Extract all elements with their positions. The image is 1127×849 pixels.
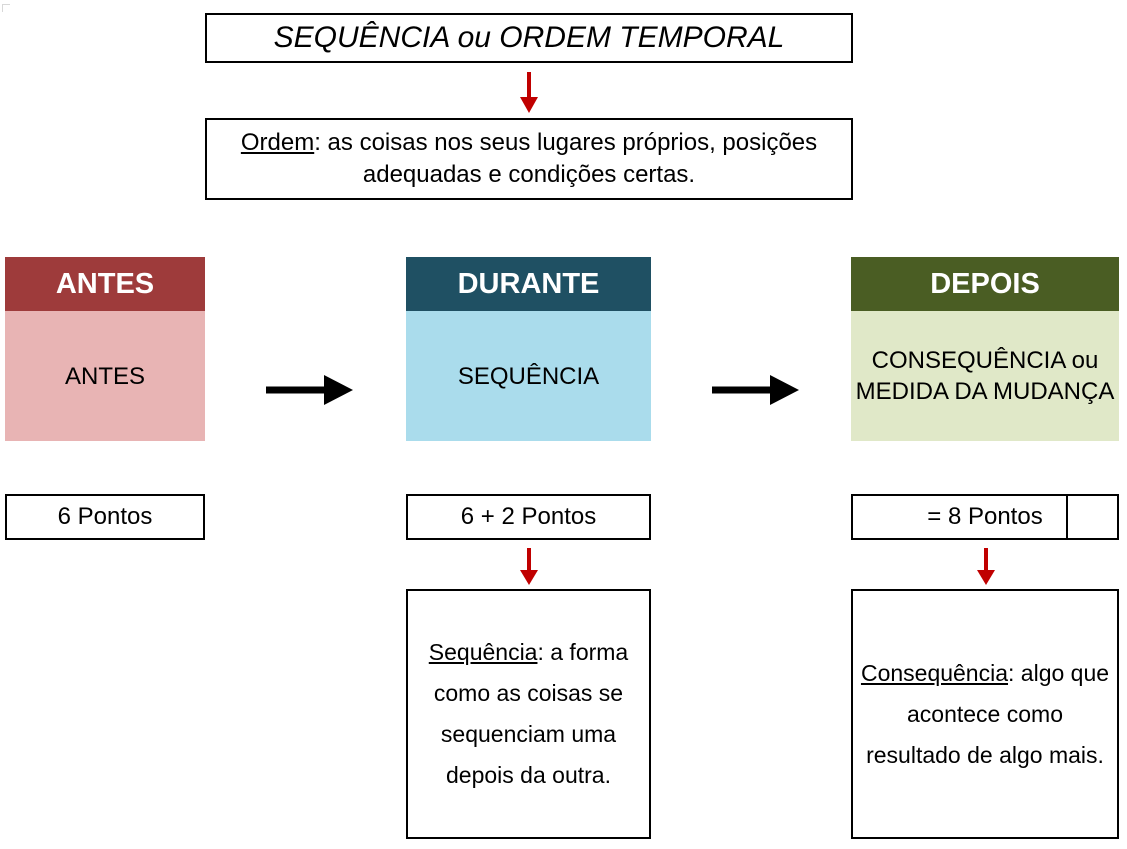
definition-text-sequencia: : a forma como as coisas se sequenciam uma depois da outra. — [433, 639, 629, 788]
points-label-durante: 6 + 2 Pontos — [460, 503, 597, 530]
stage-body-durante — [406, 311, 651, 441]
corner-tick-mark — [2, 4, 10, 12]
stage-body-antes — [5, 311, 205, 441]
stage-body-depois — [851, 311, 1119, 441]
ordem-text: : as coisas nos seus lugares próprios, posições adequadas e condições certas. — [314, 129, 818, 188]
stage-header-label-antes: ANTES — [55, 267, 155, 300]
points-box-durante — [406, 494, 651, 540]
down-arrow-icon-sequencia — [516, 548, 542, 586]
definition-text-consequencia: : algo que acontece como resultado de algo mais. — [866, 659, 1110, 768]
right-arrow-icon-2 — [712, 368, 800, 412]
definition-box-consequencia — [851, 589, 1119, 839]
ordem-term: Ordem — [240, 129, 315, 156]
definition-term-sequencia: Sequência — [428, 639, 538, 665]
stage-header-antes — [5, 257, 205, 311]
title-box — [205, 13, 853, 63]
points-box-depois-extra-cell — [1066, 494, 1119, 540]
points-label-depois: = 8 Pontos — [927, 503, 1043, 530]
stage-header-label-depois: DEPOIS — [930, 267, 1040, 300]
definition-term-consequencia: Consequência — [860, 659, 1009, 686]
ordem-definition-box — [205, 118, 853, 200]
down-arrow-icon-consequencia — [973, 548, 999, 586]
page-title: SEQUÊNCIA ou ORDEM TEMPORAL — [273, 21, 785, 54]
stage-body-label-antes: ANTES — [64, 362, 145, 390]
stage-header-label-durante: DURANTE — [457, 267, 600, 300]
points-label-antes: 6 Pontos — [57, 503, 153, 530]
stage-body-label-durante: SEQUÊNCIA — [457, 362, 600, 390]
down-arrow-icon-title — [516, 72, 542, 114]
stage-body-label-depois: CONSEQUÊNCIA ou MEDIDA DA MUDANÇA — [855, 347, 1115, 405]
right-arrow-icon-1 — [266, 368, 354, 412]
stage-header-depois — [851, 257, 1119, 311]
definition-box-sequencia — [406, 589, 651, 839]
points-box-antes — [5, 494, 205, 540]
stage-header-durante — [406, 257, 651, 311]
